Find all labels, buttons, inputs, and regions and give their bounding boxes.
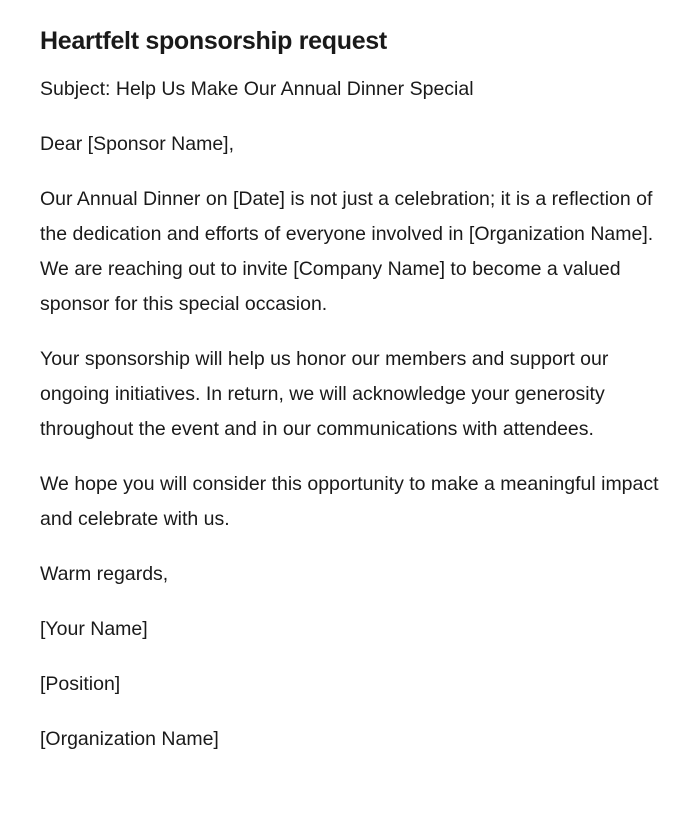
salutation: Dear [Sponsor Name], <box>40 133 235 155</box>
document-title: Heartfelt sponsorship request <box>40 27 387 55</box>
body-paragraph: Our Annual Dinner on [Date] is not just a celebration; it is a reflection of the dedication and efforts of everyone involved in [Organization Name]. We are reaching out to invite [Company Name] to become a valued sponsor for this special occasion. <box>40 188 654 315</box>
body-paragraph: Your sponsorship will help us honor our members and support our ongoing initiatives. In return, we will acknowledge your generosity throughout the event and in our communications with attendees. <box>40 348 609 440</box>
signature-organization: [Organization Name] <box>40 728 219 750</box>
signature-position: [Position] <box>40 673 121 695</box>
signature-name: [Your Name] <box>40 618 148 640</box>
closing: Warm regards, <box>40 563 169 585</box>
body-paragraph: We hope you will consider this opportunity to make a meaningful impact and celebrate with us. <box>40 473 659 530</box>
subject-line: Subject: Help Us Make Our Annual Dinner Special <box>40 78 474 100</box>
